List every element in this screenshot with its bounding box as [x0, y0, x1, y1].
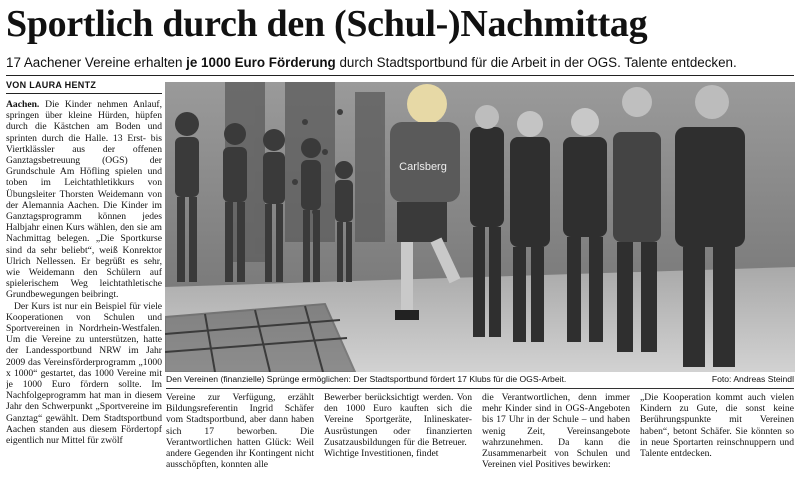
article-photo [165, 82, 795, 372]
subhead-text-1: 17 Aachener Vereine erhalten [6, 55, 187, 70]
byline: VON LAURA HENTZ [6, 80, 97, 90]
paragraph-1-text: Die Kinder nehmen Anlauf, springen über kleine Hürden, hüpfen durch die Kästchen am Boden und sprinten durch die Halle. 13 Erst- bis Viertklässler aus der offenen Ganztagsbetreuung (OGS) der Grundschule Am Höfling spielen und toben im Leichtathletikkurs von Übungsleiter Thorsten Weidemann von der Alemannia Aachen. Die Kinder im Ganztagsprogramm können jedes Halbjahr einen Kurs wählen, den sie am Nachmittag belegen. „Die Sportkurse sind da sehr beliebt“, weiß Konrektor Ulrich Nellessen. Er begrüßt es sehr, wie Weidemann den Schülern auf spielerischem Weg leichtathletische Grundbewegungen beibringt. [6, 99, 162, 301]
article-column-1 [6, 99, 162, 474]
headline: Sportlich durch den (Schul-)Nachmittag [6, 3, 648, 45]
paragraph-1 [6, 99, 162, 301]
caption-text: Den Vereinen (finanzielle) Sprünge ermöglichen: Der Stadtsportbund fördert 17 Klubs für die OGS-Arbeit. [166, 374, 567, 384]
gym-scene-image [165, 82, 795, 372]
article-column-3: Bewerber berücksichtigt werden. Von den 1000 Euro kauften sich die Vereine Sportgeräte, Inlineskater-Ausrüstungen oder finanzierten Zusatzausbildungen für die Betreuer. Wichtige Investitionen, findet [324, 392, 472, 460]
subhead-text-2: durch Stadtsportbund für die Arbeit in der OGS. Talente entdecken. [335, 55, 737, 70]
caption-rule [166, 388, 794, 389]
subhead-highlight: je 1000 Euro Förderung [186, 55, 336, 70]
article-column-2: Vereine zur Verfügung, erzählt Bildungsreferentin Ingrid Schäfer vom Stadtsportbund, aber dann haben sich 17 beworben. Die Verantwortlichen hatten Glück: Weil andere Gegenden ihr Kontingent nicht ausschöpften, konnten alle [166, 392, 314, 471]
article-column-4: die Verantwortlichen, denn immer mehr Kinder sind in OGS-Angeboten bis 17 Uhr in der Schule – und haben wenig Zeit, Vereinsangebote wahrzunehmen. Da kann die Zusammenarbeit von Schulen und Vereinen viel Positives bewirken: [482, 392, 630, 471]
subheadline [6, 54, 796, 71]
shirt-logo: Carlsberg [399, 161, 447, 173]
byline-rule [6, 93, 162, 94]
article-column-5: „Die Kooperation kommt auch vielen Kindern zu Gute, die sonst keine Berührungspunkte mit Vereinen haben“, betont Schäfer. Sie könnten so in neue Sportarten reinschnuppern und Talente entdecken. [640, 392, 794, 460]
photo-credit: Foto: Andreas Steindl [711, 374, 794, 384]
paragraph-2: Der Kurs ist nur ein Beispiel für viele Kooperationen von Schulen und Sportvereinen in Nordrhein-Westfalen. Um die Vereine zu unterstützen, hatte der Landessportbund NRW im Jahr 2009 das Vereinsförderprogramm „1000 x 1000“ gestartet, das 1000 Vereine mit je 1000 Euro fördern sollte. Im Nachfolgeprogramm hat man in diesem Jahr den Schwerpunkt „Sportvereine im Ganztag“ gewählt. Dem Stadtsportbund Aachen standen aus diesem Fördertopf eigentlich nur Mittel für zwölf [6, 300, 162, 447]
dateline: Aachen. [6, 99, 40, 110]
photo-caption [166, 373, 794, 386]
top-rule [6, 75, 794, 76]
